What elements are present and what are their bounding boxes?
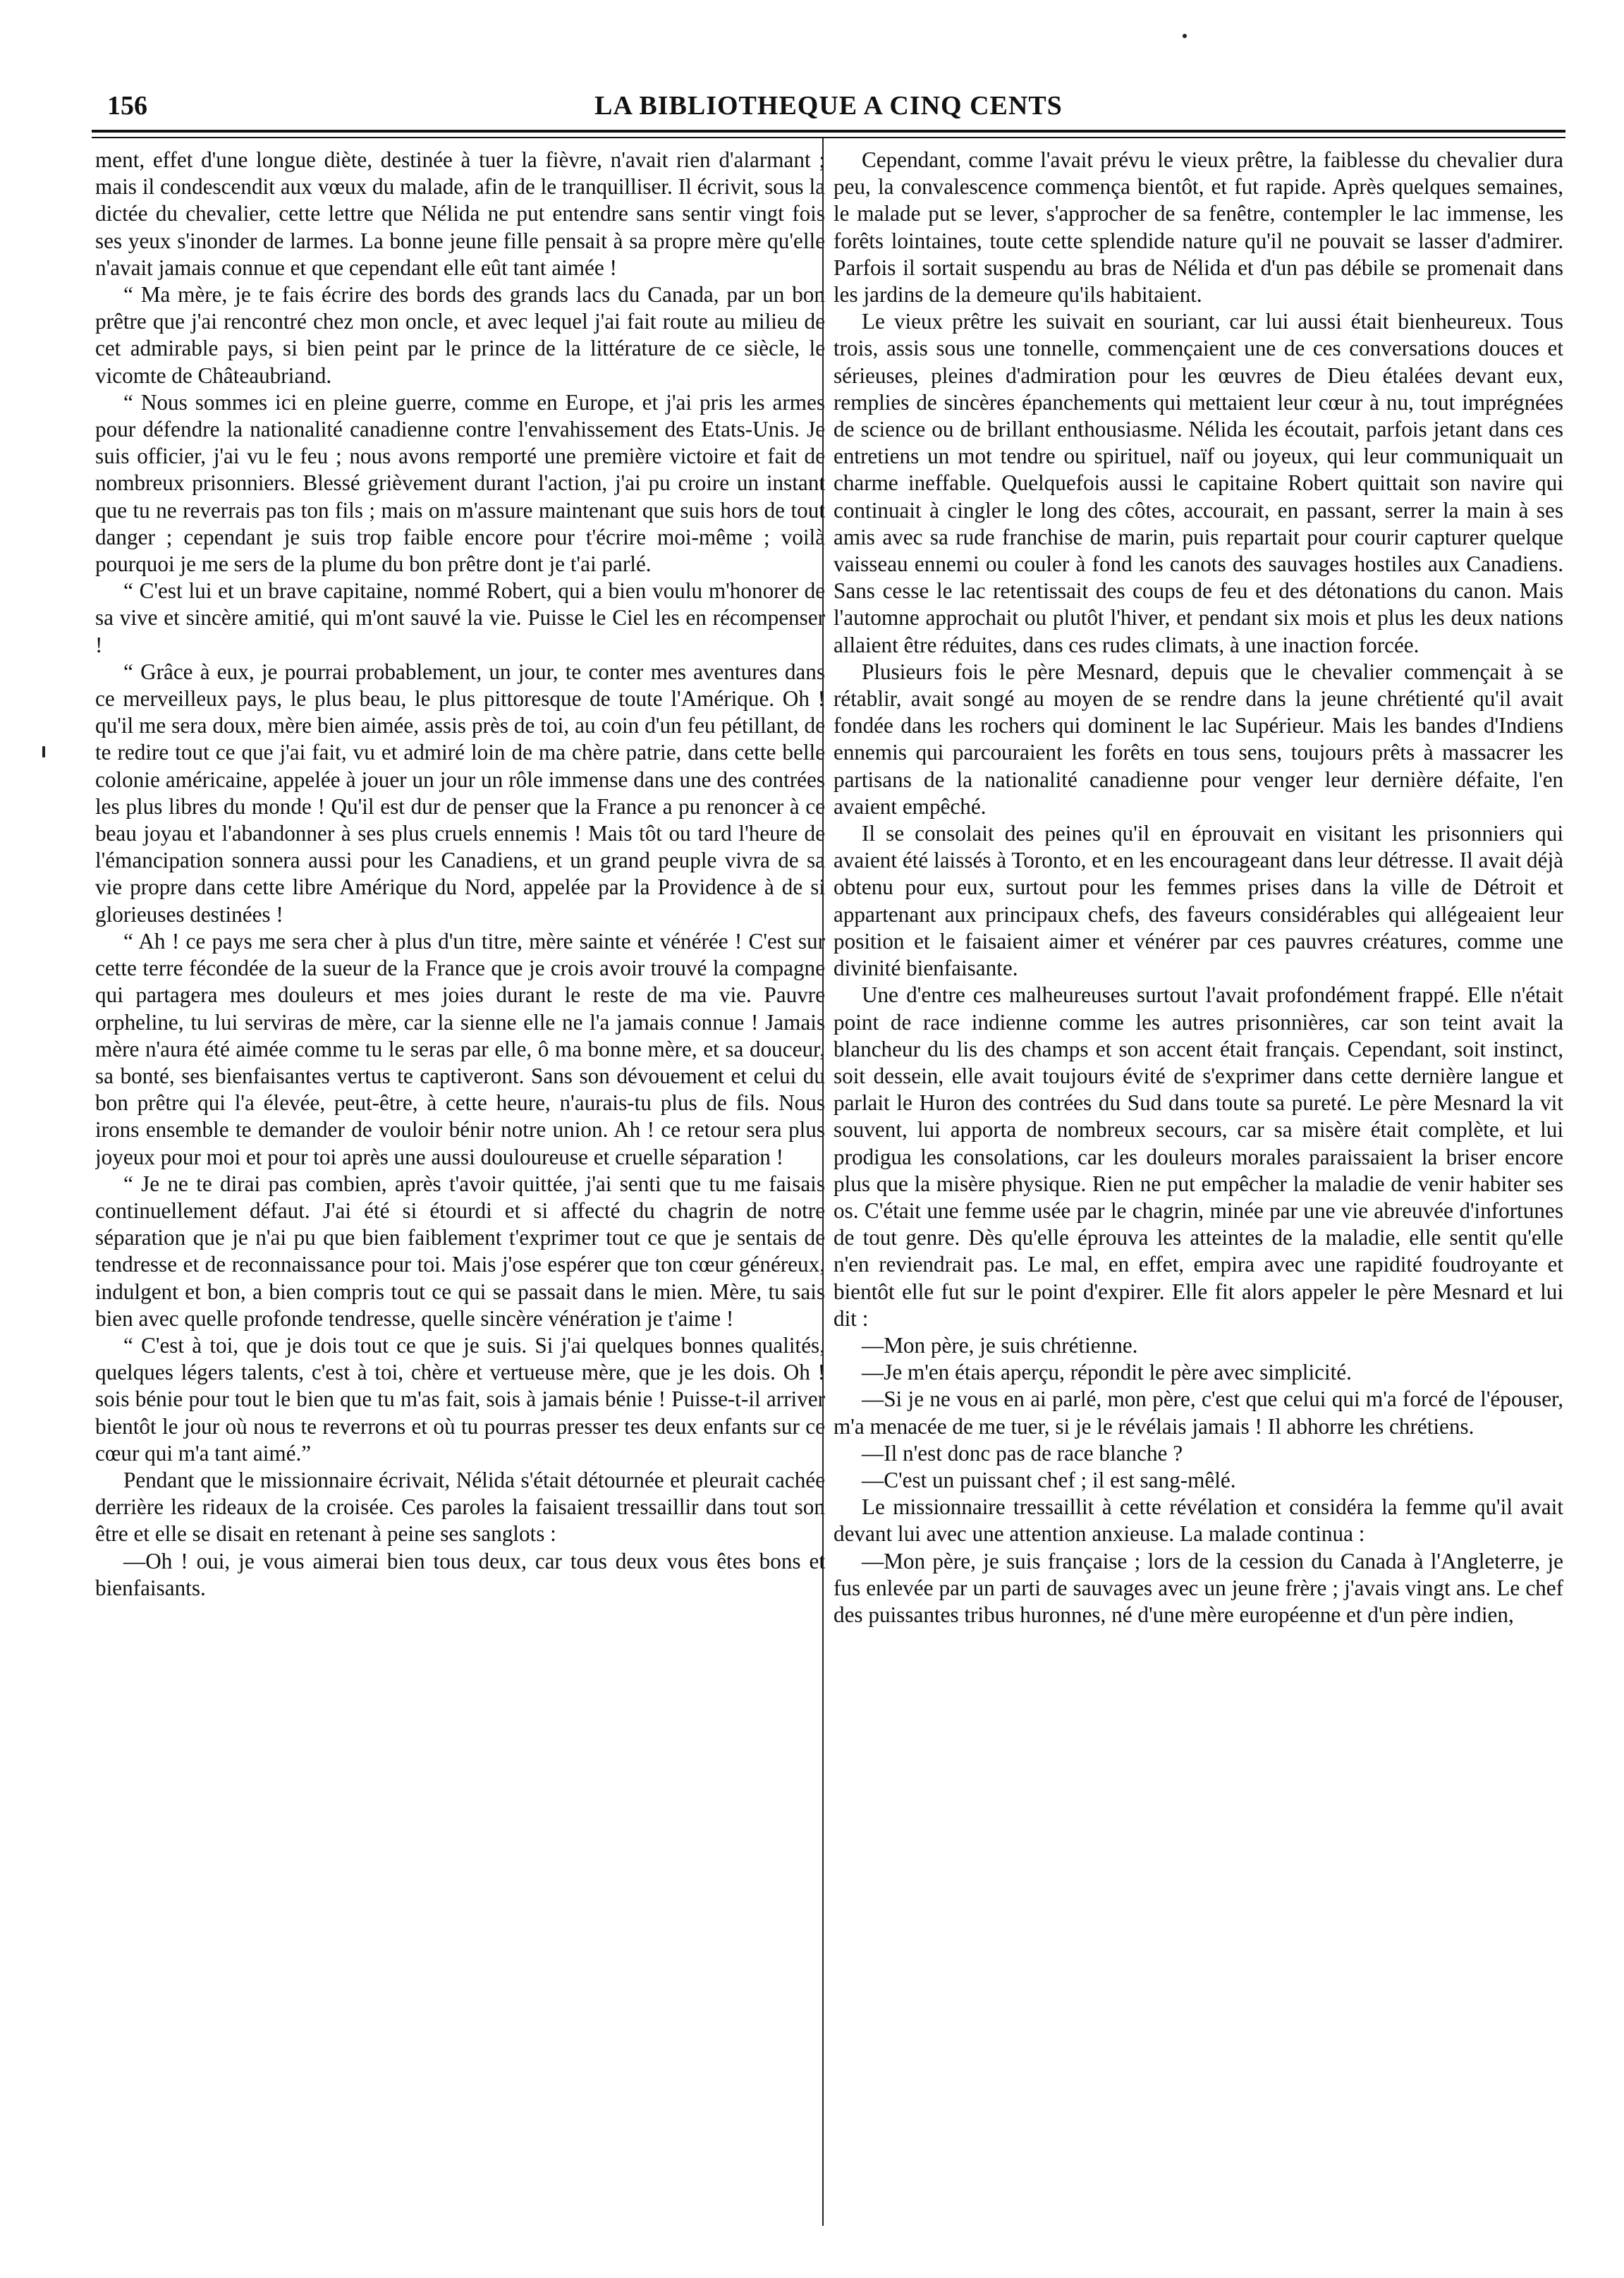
dialogue-line: —Mon père, je suis française ; lors de la cession du Canada à l'Angleterre, je fus enlevée par un parti de sauvages avec un jeune frère ; j'avais vingt ans. Le chef des puissantes tribus huronnes, né d'une mère européenne et d'un père indien, <box>834 1548 1563 1627</box>
paragraph: —Oh ! oui, je vous aimerai bien tous deux, car tous deux vous êtes bons et bienfaisants. <box>95 1548 825 1600</box>
paragraph: Cependant, comme l'avait prévu le vieux prêtre, la faiblesse du chevalier dura peu, la convalescence commença bientôt, et fut rapide. Après quelques semaines, le malade put se lever, s'approcher de sa fenêtre, contempler le lac immense, les forêts lointaines, toute cette splendide nature qu'il ne pouvait se lasser d'admirer. Parfois il sortait suspendu au bras de Nélida et d'un pas débile se promenait dans les jardins de la demeure qu'ils habitaient. <box>834 147 1563 307</box>
journal-title: LA BIBLIOTHEQUE A CINQ CENTS <box>594 91 1063 121</box>
paragraph: “ Ma mère, je te fais écrire des bords des grands lacs du Canada, par un bon prêtre que j'ai rencontré chez mon oncle, et avec lequel j'ai fait route au milieu de cet admirable pays, si bien peint par le prince de la littérature de ce siècle, le vicomte de Châteaubriand. <box>95 282 825 388</box>
page-number: 156 <box>107 91 147 121</box>
left-column <box>95 147 825 2255</box>
paragraph: Il se consolait des peines qu'il en éprouvait en visitant les prisonniers qui avaient été laissés à Toronto, et en les encourageant dans leur détresse. Il avait déjà obtenu pour eux, surtout pour les femmes prises dans la ville de Détroit et appartenant aux principaux chefs, des faveurs considérables qui allégeaient leur position et le faisaient aimer et vénérer par ces pauvres créatures, comme une divinité bienfaisante. <box>834 821 1563 981</box>
paragraph: ment, effet d'une longue diète, destinée à tuer la fièvre, n'avait rien d'alarmant ; mais il condescendit aux vœux du malade, afin de le tranquilliser. Il écrivit, sous la dictée du chevalier, cette lettre que Nélida ne put entendre sans sentir vingt fois ses yeux s'inonder de larmes. La bonne jeune fille pensait à sa propre mère qu'elle n'avait jamais connue et que cependant elle eût tant aimée ! <box>95 147 825 280</box>
print-speck <box>1183 34 1187 38</box>
paragraph: Une d'entre ces malheureuses surtout l'avait profondément frappé. Elle n'était point de race indienne comme les autres prisonnières, car son teint avait la blancheur du lis des champs et son accent était français. Cependant, soit instinct, soit dessein, elle avait toujours évité de s'exprimer dans cette dernière langue et parlait le Huron des contrées du Sud dans toute sa pureté. Le père Mesnard la vit souvent, lui apporta de nombreux secours, car sa misère était complète, et lui prodigua les consolations, car les douleurs morales paraissaient la briser encore plus que la misère physique. Rien ne put empêcher la maladie de venir habiter ses os. C'était une femme usée par le chagrin, minée par une vie abreuvée d'infortunes de tout genre. Dès qu'elle éprouva les atteintes de la maladie, elle sentit qu'elle n'en reviendrait pas. Le mal, en effet, empira avec une rapidité foudroyante et bientôt elle fut sur le point d'expirer. Elle fit alors appeler le père Mesnard et lui dit : <box>834 982 1563 1331</box>
paragraph: “ Grâce à eux, je pourrai probablement, un jour, te conter mes aventures dans ce merveilleux pays, le plus beau, le plus pittoresque de toute l'Amérique. Oh ! qu'il me sera doux, mère bien aimée, assis près de toi, au coin d'un feu pétillant, de te redire tout ce que j'ai fait, vu et admiré loin de ma chère patrie, dans cette belle colonie américaine, appelée à jouer un jour un rôle immense dans une des contrées les plus libres du monde ! Qu'il est dur de penser que la France a pu renoncer à ce beau joyau et l'abandonner à ses plus cruels ennemis ! Mais tôt ou tard l'heure de l'émancipation sonnera aussi pour les Canadiens, et un grand peuple vivra de sa vie propre dans cette libre Amérique du Nord, appelée par la Providence à de si glorieuses destinées ! <box>95 659 825 927</box>
dialogue-line: —Mon père, je suis chrétienne. <box>862 1332 1138 1358</box>
paragraph: “ Je ne te dirai pas combien, après t'avoir quittée, j'ai senti que tu me faisais continuellement défaut. J'ai été si étourdi et si affecté du chagrin de notre séparation que je n'ai pu que bien faiblement t'exprimer tout ce que je sentais de tendresse et de reconnaissance pour toi. Mais j'ose espérer que ton cœur généreux, indulgent et bon, a bien compris tout ce qui se passait dans le mien. Mère, tu sais bien avec quelle profonde tendresse, quelle sincère vénération je t'aime ! <box>95 1171 825 1331</box>
dialogue-line: —Si je ne vous en ai parlé, mon père, c'est que celui qui m'a forcé de l'épouser, m'a menacée de me tuer, si je le révélais jamais ! Il abhorre les chrétiens. <box>834 1387 1563 1439</box>
paragraph: Le missionnaire tressaillit à cette révélation et considéra la femme qu'il avait devant lui avec une attention anxieuse. La malade continua : <box>834 1494 1563 1547</box>
paragraph: “ C'est lui et un brave capitaine, nommé Robert, qui a bien voulu m'honorer de sa vive et sincère amitié, qui m'ont sauvé la vie. Puisse le Ciel les en récompenser ! <box>95 578 825 657</box>
running-head <box>92 87 1565 130</box>
dialogue-line: —Je m'en étais aperçu, répondit le père avec simplicité. <box>862 1360 1352 1385</box>
margin-mark <box>42 746 45 757</box>
header-rule-thick <box>92 130 1565 133</box>
dialogue-line: —C'est un puissant chef ; il est sang-mêlé. <box>862 1467 1236 1492</box>
paragraph: Le vieux prêtre les suivait en souriant, car lui aussi était bienheureux. Tous trois, assis sous une tonnelle, commençaient une de ces conversations douces et sérieuses, pleines d'admiration pour les œuvres de Dieu étalées devant eux, remplies de sincères épanchements qui mettaient leur cœur à nu, tout imprégnées de science ou de brillant enthousiasme. Nélida les écoutait, parfois jetant dans ces entretiens un mot tendre ou spirituel, naïf ou joyeux, qui leur communiquait un charme ineffable. Quelquefois aussi le capitaine Robert quittait son navire qui continuait à cingler le long des côtes, accourait, en passant, serrer la main à ses amis avec sa rude franchise de marin, puis repartait pour courir capturer quelque vaisseau ennemi ou couler à fond les canots des sauvages hostiles aux Canadiens. Sans cesse le lac retentissait des coups de feu et des détonations du canon. Mais l'automne approchait ou plutôt l'hiver, et pendant six mois et plus les deux nations allaient être réduites, dans ces rudes climats, à une inaction forcée. <box>834 309 1563 657</box>
paragraph: “ Ah ! ce pays me sera cher à plus d'un titre, mère sainte et vénérée ! C'est sur cette terre fécondée de la sueur de la France que je crois avoir trouvé la compagne qui partagera mes douleurs et mes joies durant le reste de ma vie. Pauvre orpheline, tu lui serviras de mère, car la sienne elle ne l'a jamais connue ! Jamais mère n'aura été aimée comme tu le seras par elle, ô ma bonne mère, et sa douceur, sa bonté, ses bienfaisantes vertus te captiveront. Sans son dévouement et celui du bon prêtre qui l'a élevée, peut-être, à cette heure, n'aurais-tu plus de fils. Nous irons ensemble te demander de vouloir bénir notre union. Ah ! ce retour sera plus joyeux pour moi et pour toi après une aussi douloureuse et cruelle séparation ! <box>95 928 825 1169</box>
dialogue-line: —Il n'est donc pas de race blanche ? <box>862 1440 1183 1466</box>
paragraph: Pendant que le missionnaire écrivait, Nélida s'était détournée et pleurait cachée derrière les rideaux de la croisée. Ces paroles la faisaient tressaillir dans tout son être et elle se disait en retenant à peine ses sanglots : <box>95 1467 825 1547</box>
paragraph: “ C'est à toi, que je dois tout ce que je suis. Si j'ai quelques bonnes qualités, quelques légers talents, c'est à toi, chère et vertueuse mère, que je les dois. Oh ! sois bénie pour tout le bien que tu m'as fait, sois à jamais bénie ! Puisse-t-il arriver bientôt le jour où nous te reverrons et où tu pourras presser tes deux enfants sur ce cœur qui m'a tant aimé.” <box>95 1332 825 1466</box>
paragraph: “ Nous sommes ici en pleine guerre, comme en Europe, et j'ai pris les armes pour défendre la nationalité canadienne contre l'envahissement des Etats-Unis. Je suis officier, j'ai vu le feu ; nous avons remporté une première victoire et fait de nombreux prisonniers. Blessé grièvement durant l'action, j'ai pu croire un instant que tu ne reverrais pas ton fils ; mais on m'assure maintenant que suis hors de tout danger ; cependant je suis trop faible encore pour t'écrire moi-même ; voilà pourquoi je me sers de la plume du bon prêtre dont je t'ai parlé. <box>95 389 825 577</box>
column-divider <box>822 138 824 2226</box>
paragraph: Plusieurs fois le père Mesnard, depuis que le chevalier commençait à se rétablir, avait songé au moyen de se rendre dans la jeune chrétienté qu'il avait fondée dans les rochers qui dominent le lac Supérieur. Mais les bandes d'Indiens ennemis qui parcouraient les forêts en tous sens, toujours prêts à massacrer les partisans de la nationalité canadienne pour venger leur dernière défaite, l'en avaient empêché. <box>834 659 1563 819</box>
header-rule-thin <box>92 137 1565 138</box>
right-column <box>834 147 1563 2255</box>
